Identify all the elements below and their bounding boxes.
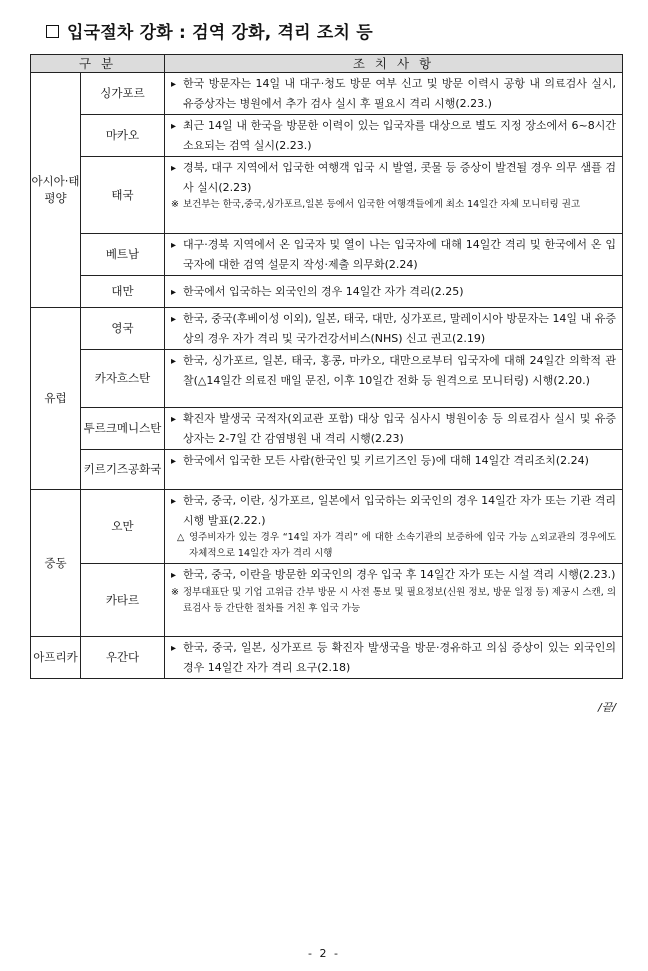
measure-text: ▸ 한국, 싱가포르, 일본, 태국, 홍콩, 마카오, 대만으로부터 입국자에 대해 24일간 의학적 관찰(△14일간 의료진 매일 문진, 이후 10일간 전화 등 원격으로 모니터링) 시행(2.20.) (171, 351, 616, 390)
country-kyrgyzstan: 키르기즈공화국 (81, 450, 165, 490)
measure-text: ▸ 최근 14일 내 한국을 방문한 이력이 있는 입국자를 대상으로 별도 지정 장소에서 6~8시간 소요되는 검역 실시(2.23.) (171, 116, 616, 155)
measure-cell (165, 450, 623, 490)
measure-cell (165, 73, 623, 115)
country-vietnam: 베트남 (81, 234, 165, 276)
table-row (31, 115, 623, 157)
title-text: 입국절차 강화 : 검역 강화, 격리 조치 등 (67, 23, 373, 43)
header-region: 구 분 (31, 55, 165, 73)
measure-text: ▸ 확진자 발생국 국적자(외교관 포함) 대상 입국 심사시 병원이송 등 의료검사 실시 및 유증상자는 2-7일 간 감염병원 내 격리 시행(2.23) (171, 409, 616, 448)
measure-cell (165, 308, 623, 350)
checkbox-square-icon (46, 25, 59, 38)
measures-table (30, 54, 623, 679)
table-row (31, 308, 623, 350)
measure-cell (165, 350, 623, 408)
measure-cell (165, 637, 623, 679)
measure-cell (165, 157, 623, 234)
table-row (31, 276, 623, 308)
measure-cell (165, 115, 623, 157)
measure-note: ※ 정부대표단 및 기업 고위급 간부 방문 시 사전 통보 및 필요정보(신원 정보, 방문 일정 등) 제공시 스캔, 의료검사 등 간단한 절차를 거친 후 입국 가능 (171, 585, 616, 617)
measure-text: ▸ 한국, 중국, 일본, 싱가포르 등 확진자 발생국을 방문·경유하고 의심 증상이 있는 외국인의 경우 14일간 자가 격리 요구(2.18) (171, 638, 616, 677)
table-row (31, 234, 623, 276)
measure-note: ※ 보건부는 한국,중국,싱가포르,일본 등에서 입국한 여행객들에게 최소 14일간 자체 모니터링 권고 (171, 197, 616, 213)
measure-cell (165, 408, 623, 450)
table-row (31, 450, 623, 490)
region-middle-east: 중동 (31, 490, 81, 637)
country-macau: 마카오 (81, 115, 165, 157)
region-europe: 유럽 (31, 308, 81, 490)
table-row (31, 73, 623, 115)
measure-text: ▸ 한국에서 입국하는 외국인의 경우 14일간 자가 격리(2.25) (171, 282, 616, 302)
measure-cell (165, 490, 623, 564)
page-title (46, 18, 373, 43)
measure-cell (165, 234, 623, 276)
table-row (31, 350, 623, 408)
country-qatar: 카타르 (81, 564, 165, 637)
country-kazakhstan: 카자흐스탄 (81, 350, 165, 408)
page-number: - 2 - (308, 947, 340, 960)
table-row (31, 490, 623, 564)
country-taiwan: 대만 (81, 276, 165, 308)
measure-subnote: △ 영주비자가 있는 경우 “14일 자가 격리” 에 대한 소속기관의 보증하에 입국 가능 △외교관의 경우에도 자체적으로 14일간 자가 격리 시행 (171, 530, 616, 562)
table-row (31, 157, 623, 234)
measure-text: ▸ 한국 방문자는 14일 내 대구·청도 방문 여부 신고 및 방문 이력시 공항 내 의료검사 실시, 유증상자는 병원에서 추가 검사 실시 후 필요시 격리 시행(2.23.) (171, 74, 616, 113)
country-singapore: 싱가포르 (81, 73, 165, 115)
table-row (31, 637, 623, 679)
measure-cell (165, 564, 623, 637)
end-mark: /끝/ (597, 701, 616, 714)
table-row (31, 564, 623, 637)
measure-text: ▸ 대구·경북 지역에서 온 입국자 및 열이 나는 입국자에 대해 14일간 격리 및 한국에서 온 입국자에 대한 검역 설문지 작성·제출 의무화(2.24) (171, 235, 616, 274)
country-uk: 영국 (81, 308, 165, 350)
country-uganda: 우간다 (81, 637, 165, 679)
region-africa: 아프리카 (31, 637, 81, 679)
measure-text: ▸ 경북, 대구 지역에서 입국한 여행객 입국 시 발열, 콧물 등 증상이 발견될 경우 의무 샘플 검사 실시(2.23) (171, 158, 616, 197)
region-asia-pacific: 아시아·태평양 (31, 73, 81, 308)
header-measures: 조 치 사 항 (165, 55, 623, 73)
table-row (31, 408, 623, 450)
measure-cell (165, 276, 623, 308)
measure-text: ▸ 한국에서 입국한 모든 사람(한국인 및 키르기즈인 등)에 대해 14일간 격리조치(2.24) (171, 451, 616, 471)
measure-text: ▸ 한국, 중국, 이란, 싱가포르, 일본에서 입국하는 외국인의 경우 14일간 자가 또는 기관 격리 시행 발표(2.22.) (171, 491, 616, 530)
country-oman: 오만 (81, 490, 165, 564)
measure-text: ▸ 한국, 중국(후베이성 이외), 일본, 태국, 대만, 싱가포르, 말레이시아 방문자는 14일 내 유증상의 경우 자가 격리 및 국가건강서비스(NHS) 신고 권고(2.19) (171, 309, 616, 348)
measure-text: ▸ 한국, 중국, 이란을 방문한 외국인의 경우 입국 후 14일간 자가 또는 시설 격리 시행(2.23.) (171, 565, 616, 585)
country-thailand: 태국 (81, 157, 165, 234)
table-header-row (31, 55, 623, 73)
country-turkmenistan: 투르크메니스탄 (81, 408, 165, 450)
